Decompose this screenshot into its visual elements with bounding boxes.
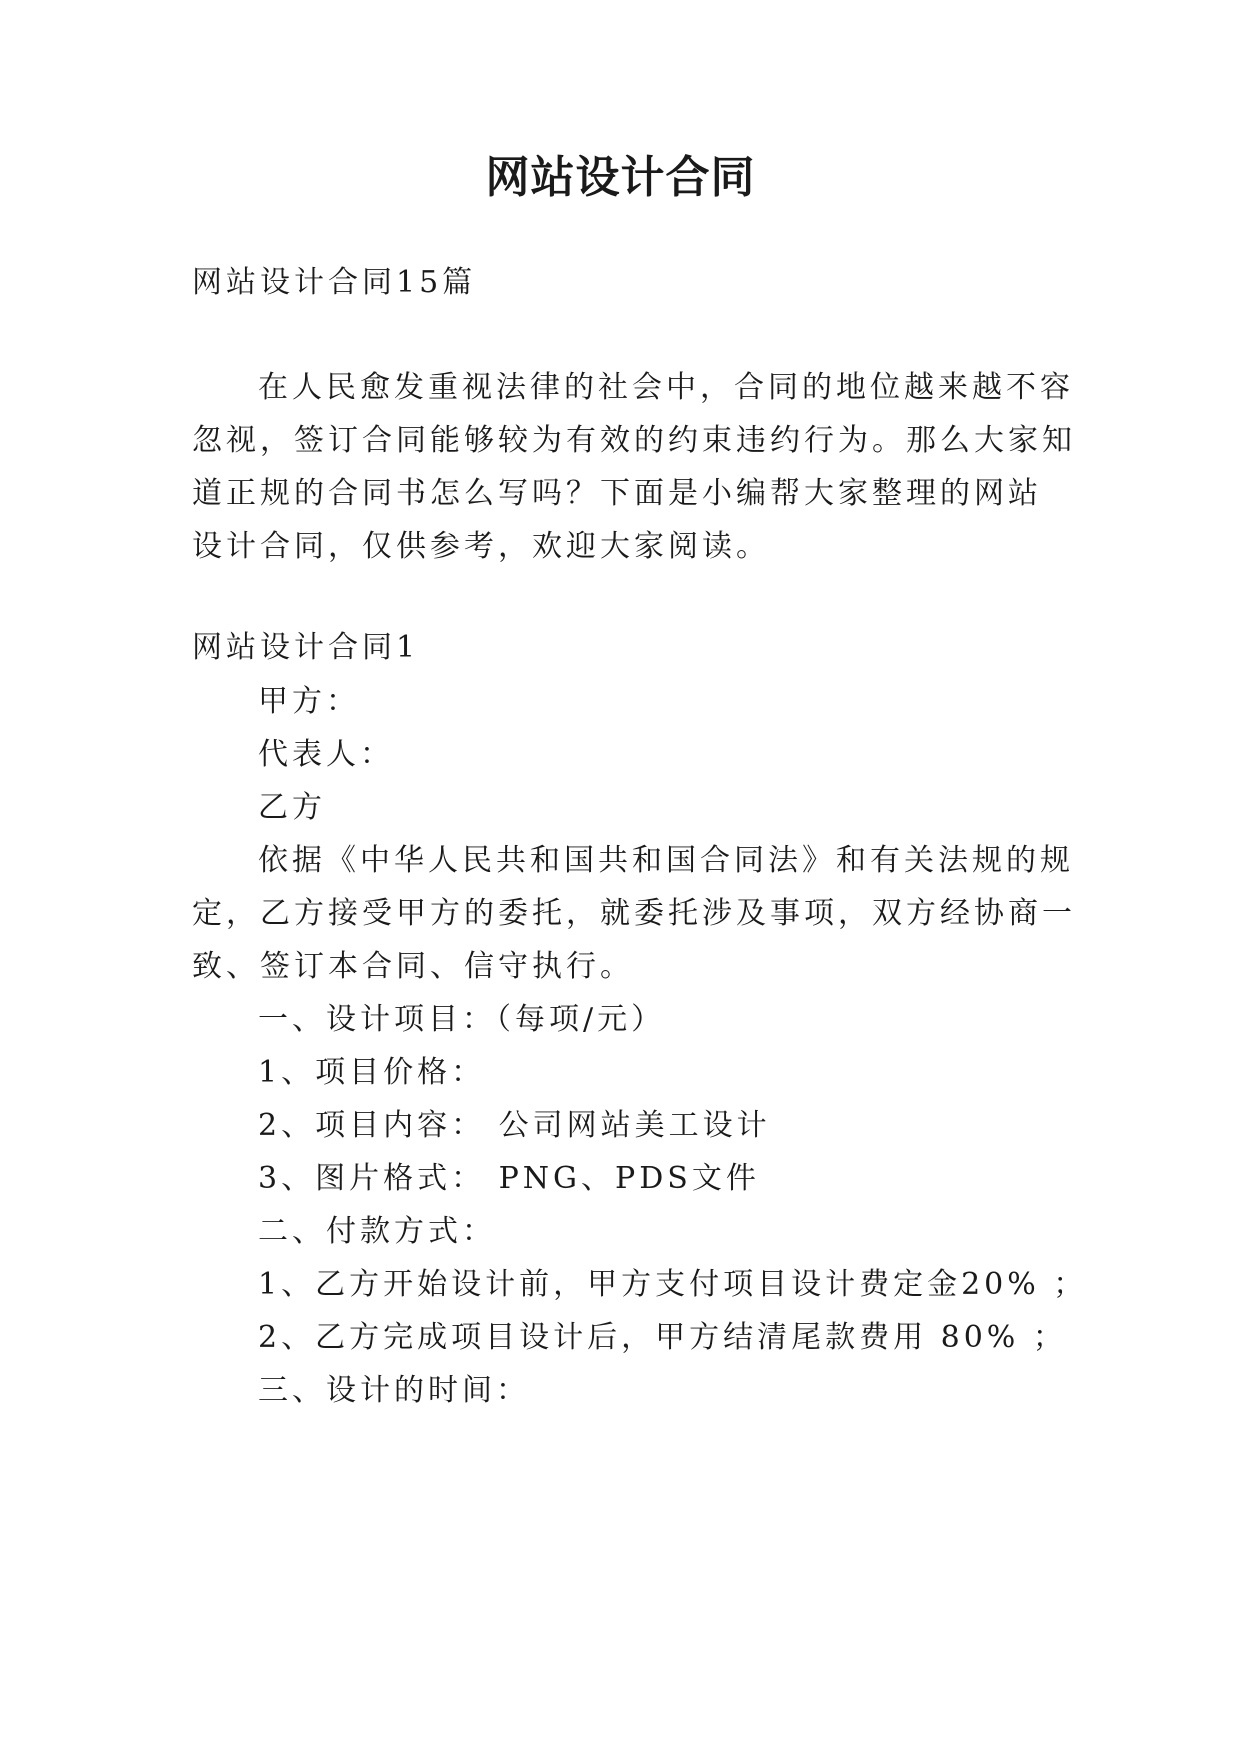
clause-payment-method: 二、付款方式：	[258, 1214, 496, 1249]
intro-line-2: 忽视，签订合同能够较为有效的约束违约行为。那么大家知	[192, 423, 1076, 458]
intro-line-4: 设计合同，仅供参考，欢迎大家阅读。	[192, 529, 770, 564]
basis-line-2: 定，乙方接受甲方的委托，就委托涉及事项，双方经协商一	[192, 896, 1076, 931]
clause-project-content: 2、项目内容： 公司网站美工设计	[258, 1108, 771, 1143]
clause-image-format: 3、图片格式： PNG、PDS文件	[258, 1161, 760, 1196]
document-subtitle: 网站设计合同15篇	[192, 265, 477, 300]
party-a-label: 甲方：	[258, 684, 360, 719]
intro-line-3: 道正规的合同书怎么写吗？下面是小编帮大家整理的网站	[192, 476, 1042, 511]
clause-design-projects: 一、设计项目：（每项/元）	[258, 1002, 666, 1037]
basis-line-3: 致、签订本合同、信守执行。	[192, 949, 634, 984]
representative-label: 代表人：	[258, 737, 394, 772]
document-title: 网站设计合同	[485, 152, 756, 203]
clause-project-price: 1、项目价格：	[258, 1055, 486, 1090]
clause-design-time: 三、设计的时间：	[258, 1373, 530, 1408]
section-heading: 网站设计合同1	[192, 630, 420, 665]
clause-final-payment: 2、乙方完成项目设计后，甲方结清尾款费用 80% ；	[258, 1320, 1067, 1355]
intro-line-1: 在人民愈发重视法律的社会中，合同的地位越来越不容	[258, 370, 1074, 405]
basis-line-1: 依据《中华人民共和国共和国合同法》和有关法规的规	[258, 843, 1074, 878]
party-b-label: 乙方	[258, 790, 326, 825]
clause-deposit: 1、乙方开始设计前，甲方支付项目设计费定金20% ；	[258, 1267, 1088, 1302]
